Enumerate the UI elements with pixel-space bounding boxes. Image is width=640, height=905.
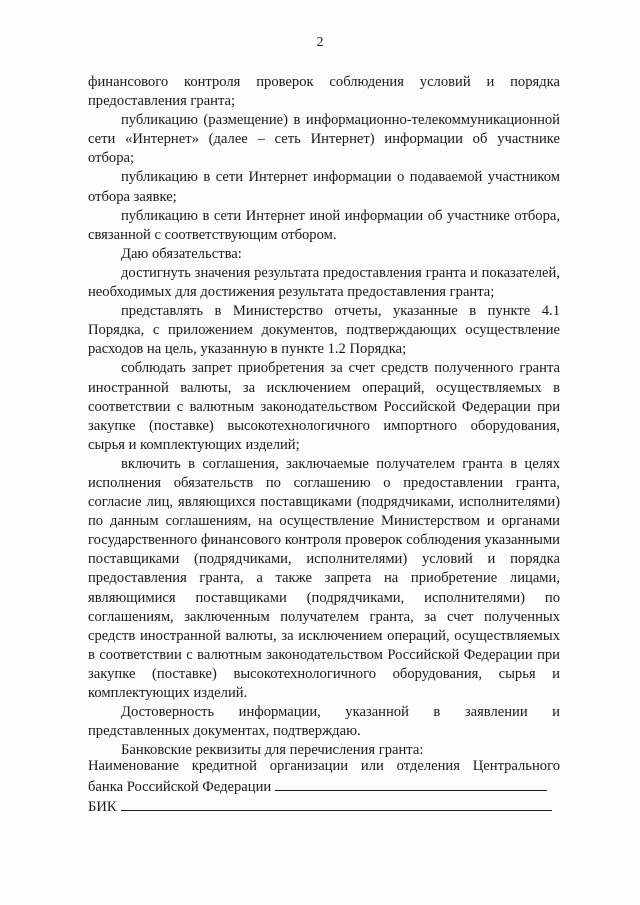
paragraph: Достоверность информации, указанной в заявлении и представленных документах, подтверждаю. (88, 704, 560, 740)
paragraph: финансового контроля проверок соблюдения условий и порядка предоставления гранта; (88, 74, 560, 110)
bik-label: БИК (88, 799, 117, 815)
body-text (88, 73, 560, 760)
bik-blank-line[interactable] (121, 797, 552, 811)
paragraph: публикацию (размещение) в информационно-телекоммуникационной сети «Интернет» (далее – сеть Интернет) информации об участнике отбора; (88, 112, 560, 167)
paragraph: соблюдать запрет приобретения за счет средств полученного гранта иностранной валюты, за исключением операций, осуществляемых в соответствии с валютным законодательством Российской Федерации при закупке (поставке) высокотехнологичного импортного оборудования, сырья и комплектующих изделий; (88, 360, 560, 453)
bank-name-label-cont: банка Российской Федерации (88, 778, 272, 795)
page-number: 2 (316, 35, 324, 50)
paragraph: публикацию в сети Интернет иной информации об участнике отбора, связанной с соответствующим отбором. (88, 207, 560, 243)
paragraph: Банковские реквизиты для перечисления гранта: (121, 742, 424, 759)
paragraph: Даю обязательства: (121, 245, 242, 262)
paragraph: включить в соглашения, заключаемые получателем гранта в целях исполнения обязательств по соглашению о предоставлении гранта, согласие лиц, являющихся поставщиками (подрядчиками, исполнителями) по данным соглашениям, на осуществление Министерством и органами государственного финансового контроля проверок соблюдения указанными поставщиками (подрядчиками, исполнителями) условий и порядка предоставления гранта, а также запрета на приобретение лицами, являющимися поставщиками (подрядчиками, исполнителями) по соглашениям, заключенным получателем гранта, за счет полученных средств иностранной валюты, за исключением операций, осуществляемых в соответствии с валютным законодательством Российской Федерации при закупке (поставке) высокотехнологичного оборудования, сырья и комплектующих изделий. (88, 455, 560, 701)
bank-name-label: Наименование кредитной организации или отделения Центрального (88, 758, 560, 774)
paragraph: публикацию в сети Интернет информации о подаваемой участником отбора заявке; (88, 169, 560, 205)
paragraph: представлять в Министерство отчеты, указанные в пункте 4.1 Порядка, с приложением документов, подтверждающих осуществление расходов на цель, указанную в пункте 1.2 Порядка; (88, 303, 560, 358)
paragraph: достигнуть значения результата предоставления гранта и показателей, необходимых для достижения результата предоставления гранта; (88, 264, 560, 301)
bank-name-blank-line[interactable] (275, 777, 547, 791)
bik-row (88, 797, 560, 818)
bank-details-form (88, 757, 560, 818)
bank-name-row (88, 777, 560, 798)
